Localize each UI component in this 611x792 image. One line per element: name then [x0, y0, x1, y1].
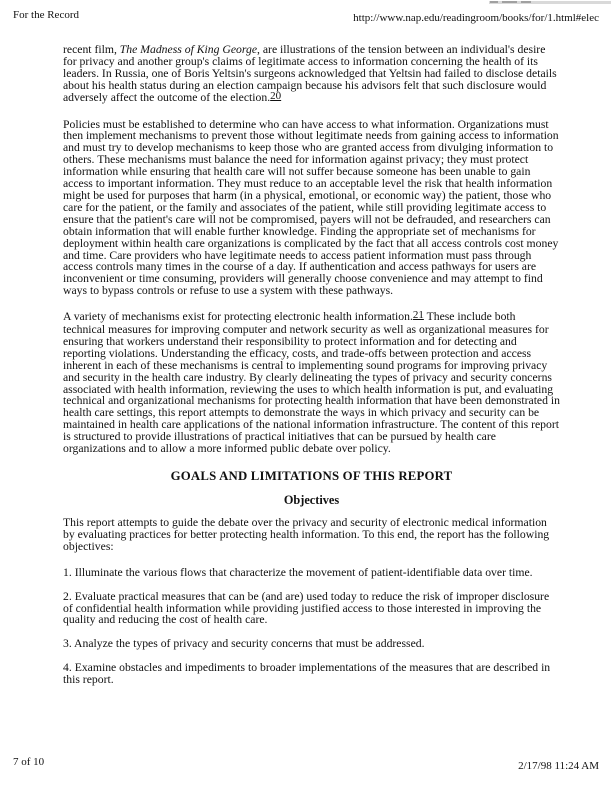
paragraph-4: This report attempts to guide the debate over the privacy and security of electronic medical information by evaluating practices for better protecting health information. To this end, the report has the following objectives:: [63, 516, 550, 553]
paragraph-2: Policies must be established to determine who can have access to what information. Organizations must then implement mechanisms to prevent those without legitimate needs from gaining access to information and must try to develop mechanisms to keep those who are granted access from divulging information to others. These mechanisms must balance the need for information against privacy; they must protect information while ensuring that health care will not suffer because someone has been unable to gain access to important information. They must reduce to an acceptable level the risk that health information might be used for purposes that harm (in a physical, emotional, or economic way) the patient, those who care for the patient, or the family and associates of the patient, while still providing legitimate access to ensure that the patient's care will not be compromised, payers will not be defrauded, and researchers can obtain information that will enable further knowledge. Finding the appropriate set of mechanisms for deployment within health care organizations is complicated by the fact that all access controls cost money and time. Care providers who have legitimate needs to access patient information must pass through access controls many times in the course of a day. If authentication and access pathways for users are inconvenient or time consuming, providers will generally choose convenience and may attempt to find ways to bypass controls or refuse to use a system with these pathways.: [63, 117, 559, 298]
objective-item-4: 4. Examine obstacles and impediments to broader implementations of the measures that are described in this report.: [63, 661, 551, 687]
paragraph-3-before: A variety of mechanisms exist for protecting electronic health information.: [63, 310, 413, 324]
document-body: [63, 44, 560, 698]
section-heading: GOALS AND LIMITATIONS OF THIS REPORT: [170, 469, 453, 483]
paragraph-1-lead: recent film,: [63, 43, 120, 56]
objective-item-2: 2. Evaluate practical measures that can be (and are) used today to reduce the risk of improper disclosure of confidential health information while providing justified access to those interested in improving the quality and reducing the cost of health care.: [63, 589, 550, 627]
print-timestamp: 2/17/98 11:24 AM: [518, 760, 599, 772]
scan-artifact-bar: [489, 1, 611, 4]
footnote-link-20[interactable]: 20: [270, 89, 282, 102]
scan-artifact-dash: [490, 1, 498, 3]
running-header-title: For the Record: [13, 9, 79, 21]
objective-item-3: 3. Analyze the types of privacy and security concerns that must be addressed.: [63, 637, 425, 651]
objectives-list: [63, 567, 560, 686]
paragraph-3-after: These include both technical measures for improving computer and network security as well as organizational measures for ensuring that workers understand their responsibility to protect information and for detecting and reporting violations. Understanding the efficacy, costs, and trade-offs between protection and access inherent in each of these mechanisms is central to implementing sound programs for improving privacy and security in the health care industry. By clearly delineating the types of privacy and security concerns associated with health information, reviewing the uses to which health information is put, and evaluating technical and organizational mechanisms for protecting health information that have been demonstrated in health care settings, this report attempts to demonstrate the ways in which privacy and security can be maintained in health care applications of the national information infrastructure. The content of this report is structured to provide illustrations of practical initiatives that can be pursued by health care organizations and to allow a more informed public debate over policy.: [63, 310, 560, 456]
page-number: 7 of 10: [13, 756, 45, 768]
objective-item-1: 1. Illuminate the various flows that characterize the movement of patient-identifiable data over time.: [63, 565, 533, 579]
paragraph-3: [63, 311, 560, 455]
paragraph-1-rest: , are illustrations of the tension between an individual's desire for privacy and another group's claims of legitimate access to information concerning the health of its leaders. In Russia, one of Boris Yeltsin's surgeons acknowledged that Yeltsin had failed to disclose details about his health status during an election campaign because his advisors felt that such disclosure would adversely affect the outcome of the election.: [63, 43, 557, 104]
paragraph-1: [63, 44, 560, 105]
film-title-italic: The Madness of King George: [119, 43, 258, 56]
footnote-link-21[interactable]: 21: [412, 309, 424, 322]
scan-artifact-dash: [502, 1, 517, 3]
scan-artifact-dash: [521, 1, 531, 3]
subsection-heading: Objectives: [283, 493, 340, 507]
running-header-url: http://www.nap.edu/readingroom/books/for/1.html#elec: [353, 12, 599, 24]
